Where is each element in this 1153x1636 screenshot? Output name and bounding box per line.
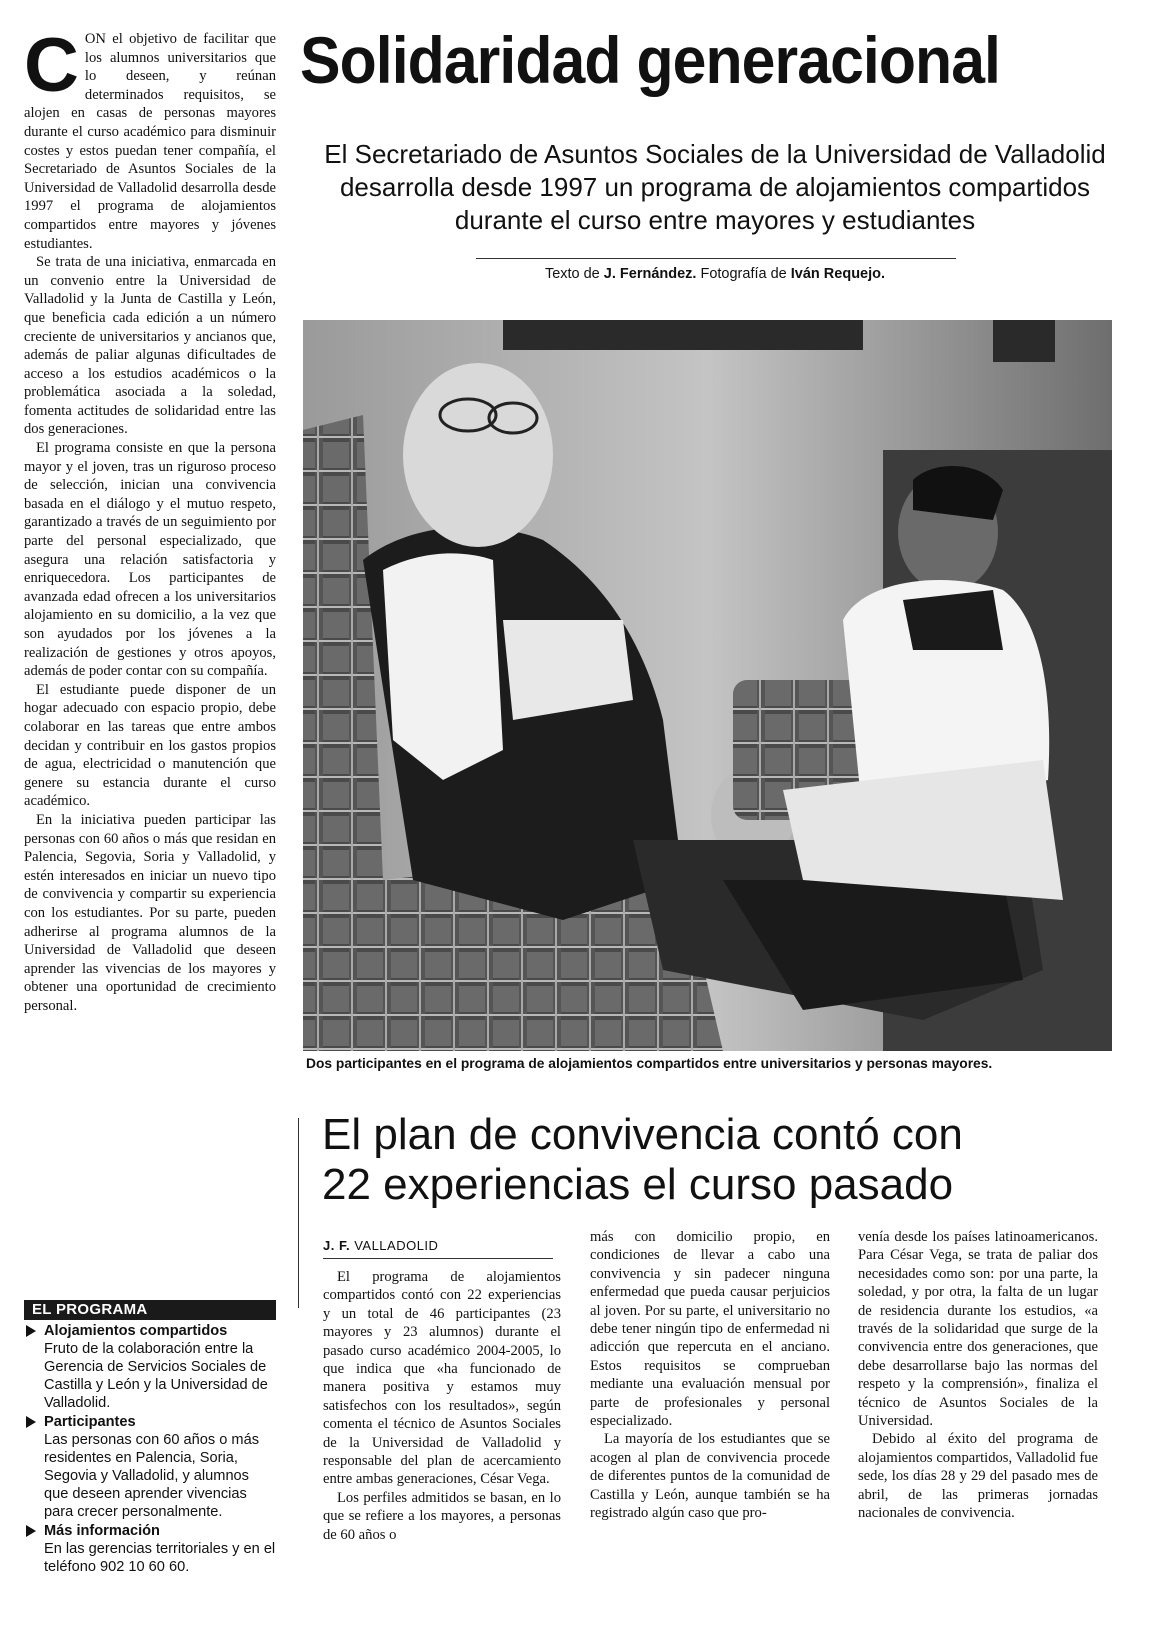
- article-paragraph: Los perfiles admitidos se basan, en lo que se refiere a los mayores, a personas de 60 años o: [323, 1489, 561, 1543]
- article-paragraph: La mayoría de los estudiantes que se acogen al plan de convivencia procede de diferentes puntos de la comunidad de Castilla y León, aunque también se ha registrado algún caso que pro-: [590, 1431, 830, 1522]
- credit-text-prefix: Texto de: [544, 266, 604, 282]
- arrow-right-icon: [26, 1325, 36, 1337]
- program-item-heading: Alojamientos compartidos: [44, 1323, 228, 1339]
- program-box-title: EL PROGRAMA: [24, 1300, 276, 1320]
- program-item-text: Fruto de la colaboración entre la Gerencia de Servicios Sociales de Castilla y León y la Universidad de Valladolid.: [44, 1341, 268, 1411]
- program-item-text: En las gerencias territoriales y en el teléfono 902 10 60 60.: [44, 1541, 276, 1575]
- arrow-right-icon: [26, 1416, 36, 1428]
- intro-paragraph: ON el objetivo de facilitar que los alumnos universitarios que lo deseen, y reúnan determinados requisitos, se alojen en casas de personas mayores durante el curso académico para disminuir costes y estos puedan tener compañía, el Secretariado de Asuntos Sociales de la Universidad de Valladolid desarrolla desde 1997 el programa de alojamientos compartidos entre mayores y jóvenes estudiantes.: [24, 31, 276, 252]
- subheadline: El Secretariado de Asuntos Sociales de la Universidad de Valladolid desarrolla desde 1997 un programa de alojamientos compartidos durante el curso entre mayores y estudiantes: [324, 139, 1106, 235]
- secondary-headline-line: El plan de convivencia contó con: [322, 1110, 963, 1159]
- main-headline: Solidaridad generacional: [300, 23, 1001, 97]
- article-paragraph: venía desde los países latinoamericanos. Para César Vega, se trata de paliar dos necesidades como son: por una parte, la soledad, y por otra, la falta de un lugar de residencia durante los estudios, «a través de la solidaridad que surge de la convivencia entre dos generaciones, que debe desarrollarse bajo las normas del respeto y la comprensión», finaliza el técnico de Asuntos Sociales de la Universidad.: [858, 1229, 1098, 1430]
- byline-place: VALLADOLID: [350, 1238, 439, 1253]
- drop-cap: C: [24, 23, 79, 108]
- intro-paragraph: El estudiante puede disponer de un hogar adecuado con espacio propio, debe colaborar en las tareas que entre ambos decidan y contribuir en los gastos propios de agua, electricidad o manutención que genere su estancia durante el curso académico.: [24, 681, 276, 810]
- photo-illustration: [303, 320, 1112, 1051]
- program-box: [24, 1322, 276, 1577]
- program-item: [24, 1322, 276, 1412]
- credit-photo-prefix: Fotografía de: [696, 266, 791, 282]
- intro-column: [24, 23, 276, 1015]
- intro-paragraph: En la iniciativa pueden participar las personas con 60 años o más que residan en Palencia, Segovia, Soria y Valladolid, y estén interesados en iniciar un nuevo tipo de convivencia y compartir su experiencia con los estudiantes. Por su parte, pueden adherirse al programa alumnos de la Universidad de Valladolid que deseen aprender las vivencias de los mayores y obtener una oportunidad de crecimiento personal.: [24, 811, 276, 1014]
- intro-paragraph: El programa consiste en que la persona mayor y el joven, tras un riguroso proceso de selección, inician una convivencia basada en el diálogo y el mutuo respeto, garantizado a través de un seguimiento por parte del personal especializado, que asegura una relación satisfactoria y enriquecedora. Los participantes de avanzada edad ofrecen a los universitarios alojamiento en su domicilio, a la vez que son ayudados por los jóvenes a la realización de gestiones y otros apoyos, además de poder contar con su compañía.: [24, 440, 276, 680]
- arrow-right-icon: [26, 1525, 36, 1537]
- credit-text-author: J. Fernández.: [603, 266, 697, 282]
- article-column: [590, 1228, 830, 1523]
- article-paragraph: más con domicilio propio, en condiciones de llevar a cabo una convivencia y sin padecer ninguna enfermedad que pueda causar perjuicios al joven. Por su parte, el universitario no debe tener ningún tipo de enfermedad ni adicción que repercuta en el anciano. Estos requisitos se comprueban mediante una evaluación mensual por parte de profesionales y personal especializado.: [590, 1229, 830, 1430]
- program-item-heading: Participantes: [44, 1414, 136, 1430]
- divider: [323, 1258, 553, 1259]
- program-item-text: Las personas con 60 años o más residentes en Palencia, Soria, Segovia y Valladolid, y alumnos que deseen aprender vivencias para crecer personalmente.: [44, 1432, 259, 1520]
- program-item: [24, 1522, 276, 1576]
- secondary-headline-line: 22 experiencias el curso pasado: [322, 1160, 954, 1209]
- intro-paragraph: Se trata de una iniciativa, enmarcada en un convenio entre la Universidad de Valladolid y la Junta de Castilla y León, que beneficia cada edición a un número creciente de universitarios y ancianos que, además de paliar algunas dificultades de acceso a los estudios académicos o la problemática asociada a la soledad, fomenta actitudes de solidaridad entre las dos generaciones.: [24, 254, 276, 438]
- article-column: [858, 1228, 1098, 1523]
- secondary-headline: [322, 1110, 1122, 1210]
- photo-caption: Dos participantes en el programa de alojamientos compartidos entre universitarios y personas mayores.: [306, 1056, 993, 1071]
- article-paragraph: El programa de alojamientos compartidos contó con 22 experiencias y un total de 46 participantes (23 mayores y 23 alumnos) durante el pasado curso académico 2004-2005, lo que indica que «ha funcionado de manera positiva y estamos muy satisfechos con los resultados», según comenta el técnico de Asuntos Sociales de la Universidad de Valladolid y responsable del plan de acercamiento entre ambas generaciones, César Vega.: [323, 1269, 561, 1488]
- program-item: [24, 1413, 276, 1521]
- divider: [476, 258, 956, 259]
- article-paragraph: Debido al éxito del programa de alojamientos compartidos, Valladolid fue sede, los días 28 y 29 del pasado mes de abril, de las primeras jornadas nacionales de convivencia.: [858, 1431, 1098, 1522]
- credit-photo-author: Iván Requejo.: [790, 266, 886, 282]
- article-column: [323, 1268, 561, 1544]
- byline: [323, 1238, 553, 1253]
- byline-name: J. F.: [323, 1238, 351, 1253]
- program-item-heading: Más información: [44, 1523, 160, 1539]
- credit-line: [300, 266, 1130, 282]
- article-photo: [303, 320, 1112, 1051]
- divider: [298, 1118, 299, 1308]
